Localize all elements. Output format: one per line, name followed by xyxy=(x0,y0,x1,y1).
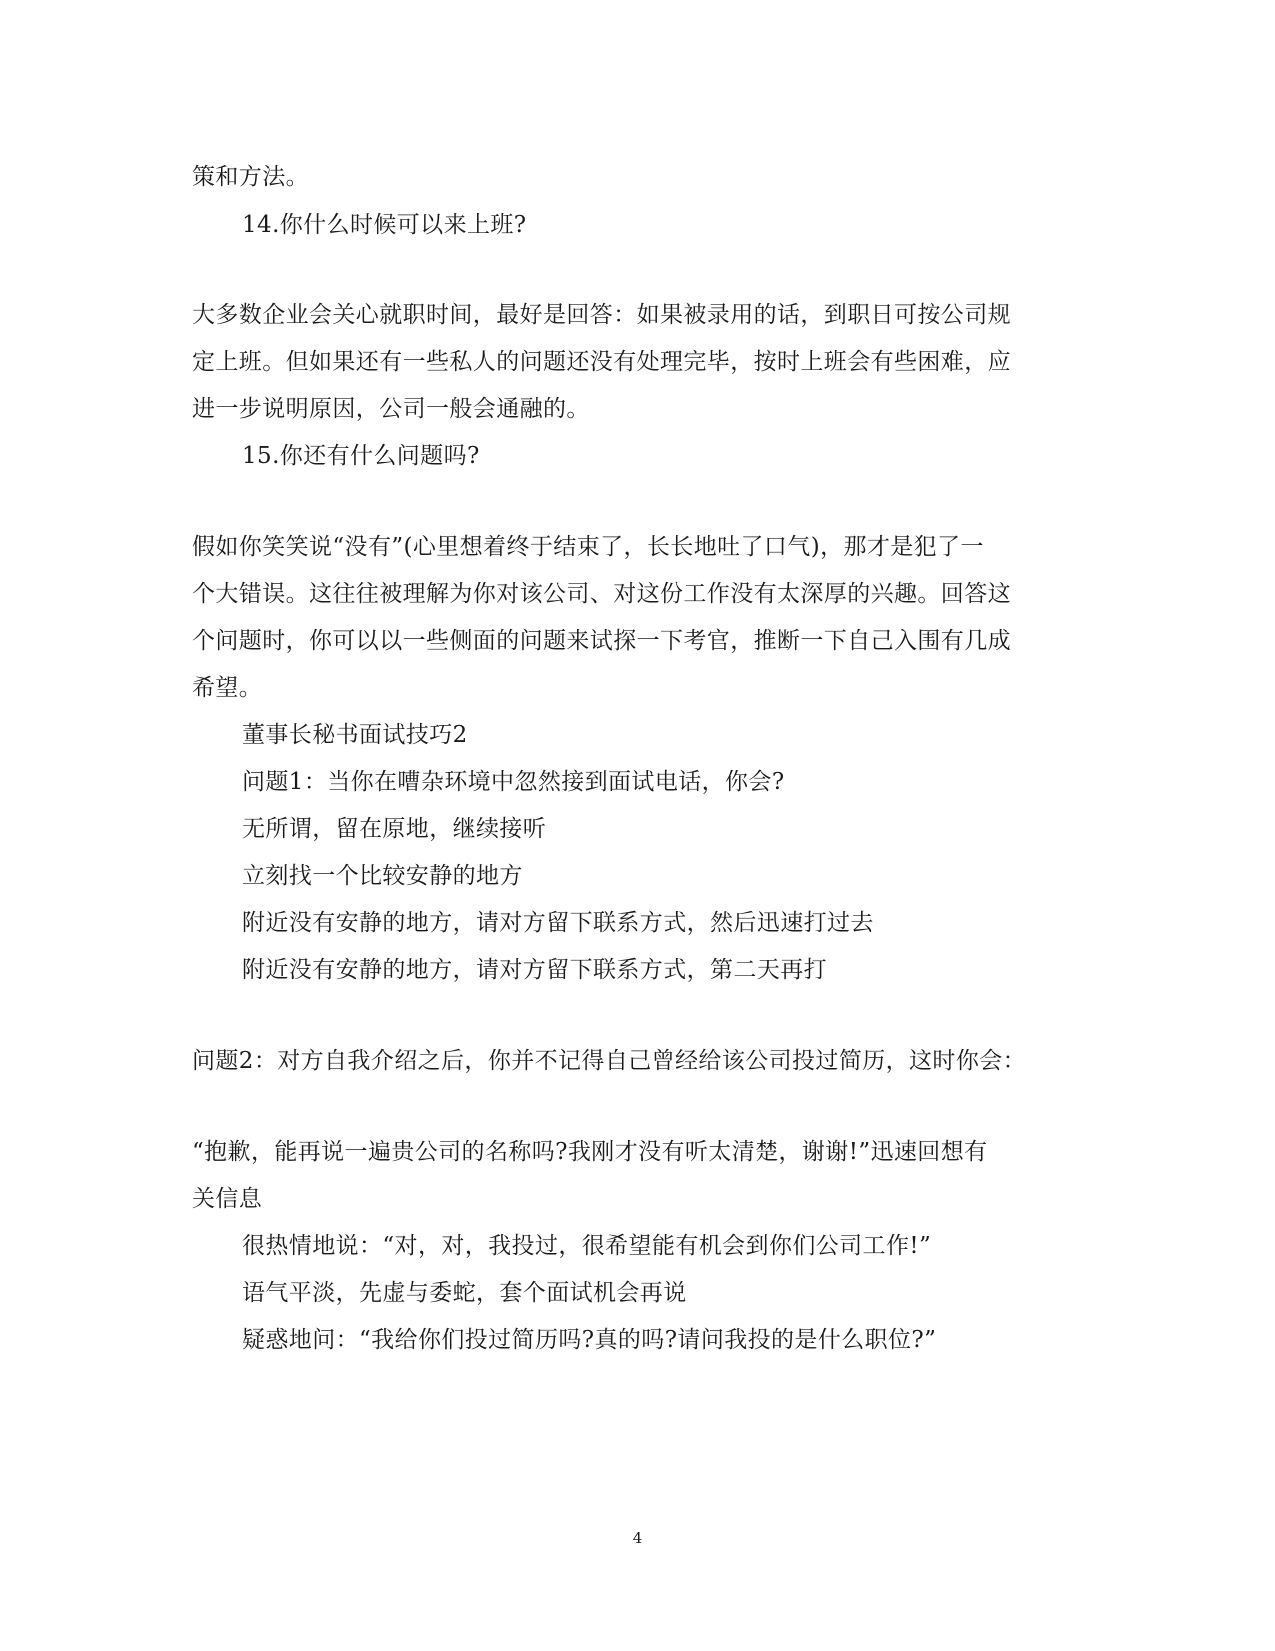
answer-15-line-2: 个大错误。这往往被理解为你对该公司、对这份工作没有太深厚的兴趣。回答这 xyxy=(192,581,1011,607)
question-2-heading: 问题2：对方自我介绍之后，你并不记得自己曾经给该公司投过简历，这时你会： xyxy=(192,1048,1027,1074)
text-line-continuation: 策和方法。 xyxy=(192,164,309,190)
question-1-option-b: 立刻找一个比较安静的地方 xyxy=(242,863,523,889)
question-15-heading: 15.你还有什么问题吗? xyxy=(242,443,480,469)
question-1-heading: 问题1：当你在嘈杂环境中忽然接到面试电话，你会? xyxy=(242,769,785,795)
question-2-option-b: 很热情地说：“对，对，我投过，很希望能有机会到你们公司工作!” xyxy=(242,1233,932,1259)
answer-14-line-2: 定上班。但如果还有一些私人的问题还没有处理完毕，按时上班会有些困难，应 xyxy=(192,349,1011,375)
answer-15-line-4: 希望。 xyxy=(192,675,263,701)
question-1-option-a: 无所谓，留在原地，继续接听 xyxy=(242,816,547,842)
answer-15-line-1: 假如你笑笑说“没有”(心里想着终于结束了，长长地吐了口气)，那才是犯了一 xyxy=(192,534,984,560)
page-number: 4 xyxy=(632,1529,643,1547)
question-14-heading: 14.你什么时候可以来上班? xyxy=(242,212,527,238)
answer-14-line-3: 进一步说明原因，公司一般会通融的。 xyxy=(192,396,590,422)
question-2-option-a-line-2: 关信息 xyxy=(192,1186,263,1212)
question-1-option-c: 附近没有安静的地方，请对方留下联系方式，然后迅速打过去 xyxy=(242,910,874,936)
answer-14-line-1: 大多数企业会关心就职时间，最好是回答：如果被录用的话，到职日可按公司规 xyxy=(192,302,1011,328)
question-1-option-d: 附近没有安静的地方，请对方留下联系方式，第二天再打 xyxy=(242,957,827,983)
question-2-option-d: 疑惑地问：“我给你们投过简历吗?真的吗?请问我投的是什么职位?” xyxy=(242,1327,937,1353)
question-2-option-c: 语气平淡，先虚与委蛇，套个面试机会再说 xyxy=(242,1280,687,1306)
section-heading: 董事长秘书面试技巧2 xyxy=(242,722,468,748)
answer-15-line-3: 个问题时，你可以以一些侧面的问题来试探一下考官，推断一下自己入围有几成 xyxy=(192,628,1011,654)
question-2-option-a-line-1: “抱歉，能再说一遍贵公司的名称吗?我刚才没有听太清楚，谢谢!”迅速回想有 xyxy=(192,1139,988,1165)
